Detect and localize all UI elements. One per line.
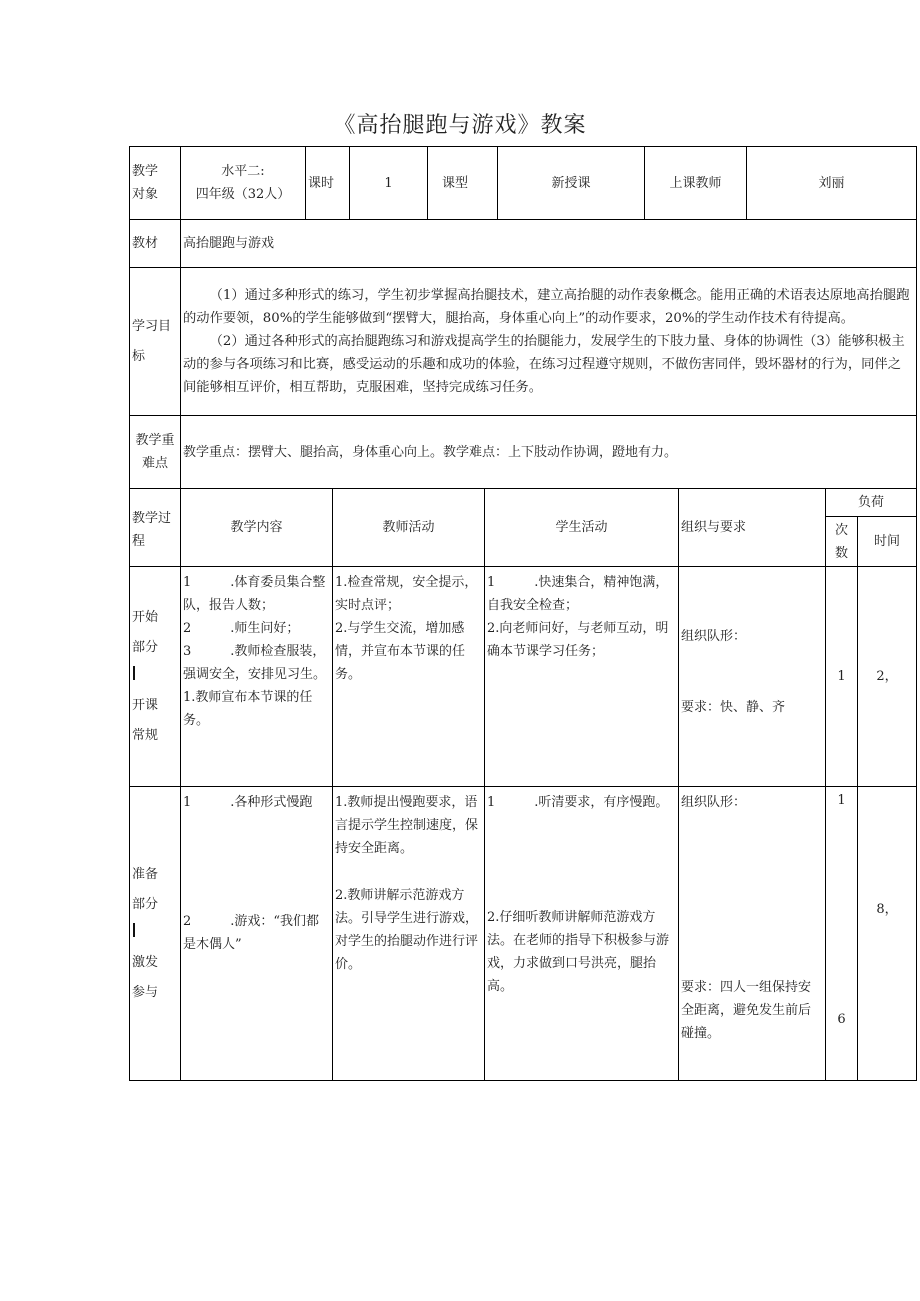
content-item: 2 .师生问好； [183, 621, 300, 636]
section1-time: 2， [858, 567, 917, 787]
section1-side: 开始 部分 开课 常规 [130, 567, 181, 787]
content-item: 1 .体育委员集合整队，报告人数； [183, 575, 326, 613]
content-header: 教学内容 [181, 489, 333, 567]
section2-teacher [333, 787, 485, 1081]
org-requirement: 要求：快、静、齐 [681, 699, 786, 715]
section1-student: 1 .快速集合，精神饱满，自我安全检查； 2.向老师问好，与老师互动，明确本节课学习任务； [485, 567, 679, 787]
time-header: 时间 [858, 517, 917, 567]
section2-student [485, 787, 679, 1081]
section2-content [181, 787, 333, 1081]
section2-organization [679, 787, 826, 1081]
dash-icon [132, 663, 178, 691]
type-label: 课型 [428, 147, 498, 220]
process-table [129, 488, 917, 1081]
content-item: 1 .各种形式慢跑 [183, 795, 313, 810]
material-label: 教材 [130, 220, 181, 268]
teacher-value: 刘丽 [747, 147, 917, 220]
material-value: 高抬腿跑与游戏 [181, 220, 917, 268]
info-table [129, 146, 917, 489]
section1-count: 1 [826, 567, 858, 787]
content-item: 1.教师宣布本节课的任务。 [183, 690, 313, 728]
period-value: 1 [350, 147, 428, 220]
org-formation: 组织队形： [681, 628, 747, 644]
content-item: 3 .教师检查服装，强调安全，安排见习生。 [183, 644, 327, 682]
goals-text [181, 268, 917, 416]
period-label: 课时 [306, 147, 350, 220]
org-requirement: 要求：四人一组保持安全距离，避免发生前后碰撞。 [681, 980, 812, 1041]
student-item: 1 .听清要求，有序慢跑。 [487, 795, 669, 810]
organization-header: 组织与要求 [679, 489, 826, 567]
teacher-item: 2.教师讲解示范游戏方法。引导学生进行游戏，对学生的抬腿动作进行评价。 [335, 888, 479, 972]
focus-value: 教学重点：摆臂大、腿抬高，身体重心向上。教学难点：上下肢动作协调，蹬地有力。 [181, 416, 917, 489]
teacher-item: 1.教师提出慢跑要求，语言提示学生控制速度，保持安全距离。 [335, 795, 479, 856]
count-header: 次 数 [826, 517, 858, 567]
teacher-activity-header: 教师活动 [333, 489, 485, 567]
load-header: 负荷 [826, 489, 917, 517]
section1-teacher: 1.检查常规，安全提示，实时点评； 2.与学生交流，增加感情，并宣布本节课的任务。 [333, 567, 485, 787]
page-title: 《高抬腿跑与游戏》教案 [333, 113, 587, 138]
content-item: 2 .游戏：“我们都是木偶人” [183, 914, 320, 952]
goal-paragraph-1: （1）通过多种形式的练习，学生初步掌握高抬腿技术，建立高抬腿的动作表象概念。能用正确的术语表达原地高抬腿跑的动作要领，80%的学生能够做到“摆臂大，腿抬高，身体重心向上”的动作要求，20%的学生动作技术有待提高。 [183, 288, 910, 326]
goals-label: 学习目 标 [130, 268, 181, 416]
goal-paragraph-2: （2）通过各种形式的高抬腿跑练习和游戏提高学生的抬腿能力，发展学生的下肢力量、身体的协调性（3）能够积极主动的参与各项练习和比赛，感受运动的乐趣和成功的体验，在练习过程遵守规则，不做伤害同伴，毁坏器材的行为，同伴之间能够相互评价，相互帮助，克服困难，坚持完成练习任务。 [183, 334, 905, 395]
section1-organization [679, 567, 826, 787]
student-activity-header: 学生活动 [485, 489, 679, 567]
section2-time: 8， [858, 787, 917, 1081]
object-label: 教学 对象 [130, 147, 181, 220]
process-label: 教学过 程 [130, 489, 181, 567]
focus-label: 教学重 难点 [130, 416, 181, 489]
student-item: 2.仔细听教师讲解师范游戏方法。在老师的指导下积极参与游戏，力求做到口号洪亮，腿抬高。 [487, 910, 670, 994]
type-value: 新授课 [498, 147, 645, 220]
section2-side: 准备 部分 激发 参与 [130, 787, 181, 1081]
section1-content [181, 567, 333, 787]
teacher-label: 上课教师 [645, 147, 747, 220]
dash-icon [132, 920, 178, 948]
section2-count: 1 6 [826, 787, 858, 1081]
org-formation: 组织队形： [681, 795, 747, 810]
object-value: 水平二: 四年级（32人） [181, 147, 306, 220]
